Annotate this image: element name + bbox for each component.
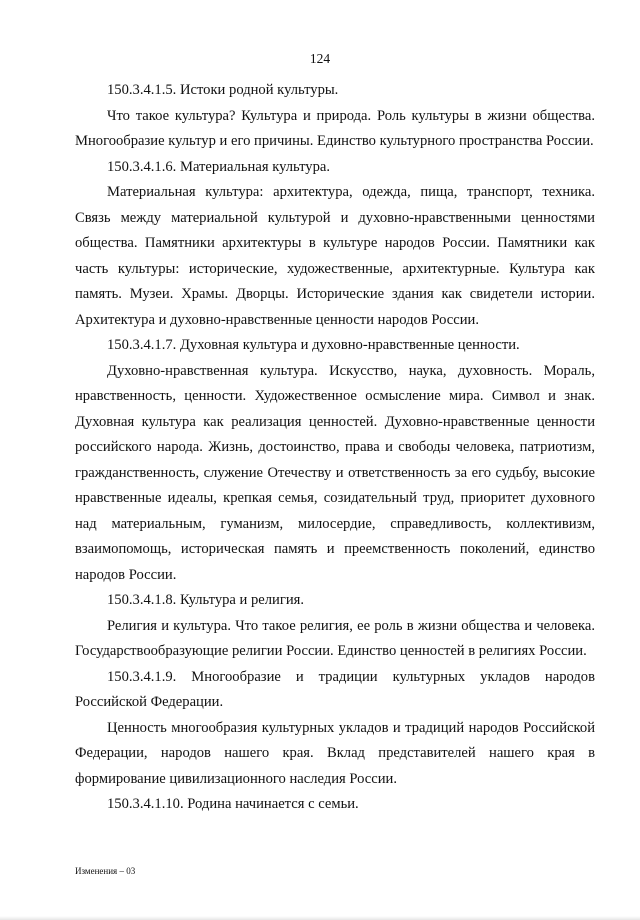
section-text-1-6: Материальная культура: архитектура, одежда, пища, транспорт, техника. Связь между материальной культурой и духовно-нравственными ценностями общества. Памятники архитектуры в культуре народов России. Памятники как часть культуры: исторические, художественные, архитектурные. Культура как память. Музеи. Храмы. Дворцы. Исторические здания как свидетели истории. Архитектура и духовно-нравственные ценности народов России.	[75, 184, 595, 328]
section-heading-1-10: 150.3.4.1.10. Родина начинается с семьи.	[107, 796, 359, 812]
section-text-1-5: Что такое культура? Культура и природа. Роль культуры в жизни общества. Многообразие культур и его причины. Единство культурного пространства России.	[75, 107, 595, 149]
section-heading-1-6: 150.3.4.1.6. Материальная культура.	[107, 158, 331, 175]
section-text-1-8: Религия и культура. Что такое религия, ее роль в жизни общества и человека. Государствообразующие религии России. Единство ценностей в религиях России.	[75, 617, 595, 659]
section-heading-1-5: 150.3.4.1.5. Истоки родной культуры.	[107, 82, 339, 98]
section-text-1-9: Ценность многообразия культурных укладов и традиций народов Российской Федерации, народов нашего края. Вклад представителей нашего края в формирование цивилизационного наследия России.	[75, 719, 595, 787]
section-heading-1-8: 150.3.4.1.8. Культура и религия.	[107, 592, 305, 608]
revision-footer: Изменения – 03	[75, 866, 136, 876]
document-body	[75, 78, 595, 818]
section-text-1-7: Духовно-нравственная культура. Искусство, наука, духовность. Мораль, нравственность, ценности. Художественное осмысление мира. Символ и знак. Духовная культура как реализация ценностей. Духовно-нравственные ценности российского народа. Жизнь, достоинство, права и свободы человека, патриотизм, гражданственность, служение Отечеству и ответственность за его судьбу, высокие нравственные идеалы, крепкая семья, созидательный труд, приоритет духовного над материальным, гуманизм, милосердие, справедливость, коллективизм, взаимопомощь, историческая память и преемственность поколений, единство народов России.	[75, 362, 595, 583]
section-heading-1-7: 150.3.4.1.7. Духовная культура и духовно-нравственные ценности.	[107, 337, 520, 353]
section-heading-1-9: 150.3.4.1.9. Многообразие и традиции культурных укладов народов Российской Федерации.	[75, 668, 595, 710]
page-number: 124	[309, 51, 331, 66]
page-edge	[0, 916, 640, 920]
